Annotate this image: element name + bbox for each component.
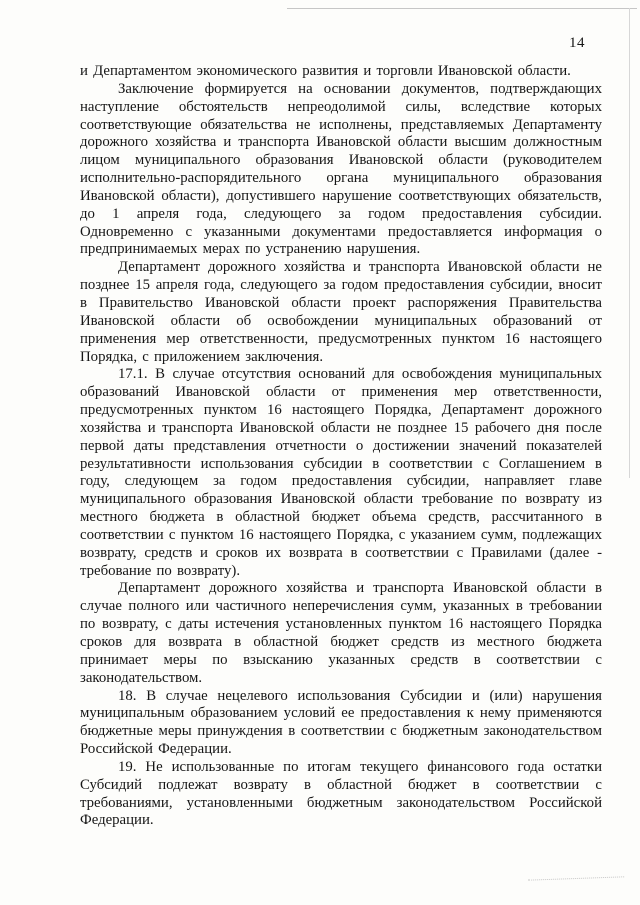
paragraph-clause-19: 19. Не использованные по итогам текущего финансового года остатки Субсидий подлежат возврату в областной бюджет в соответствии с требованиями, установленными бюджетным законодательством Российской Федерации. [80,758,602,829]
paragraph-department-draft-order: Департамент дорожного хозяйства и транспорта Ивановской области не позднее 15 апреля года, следующего за годом предоставления субсидии, вносит в Правительство Ивановской области проект распоряжения Правительства Ивановской области об освобождении муниципальных образований от применения мер ответственности, предусмотренных пунктом 16 настоящего Порядка, с приложением заключения. [80,259,602,365]
page-number: 14 [569,35,585,51]
scan-artifact-bottom-dots [528,866,624,880]
document-text-block [80,63,602,830]
paragraph-clause-17-1: 17.1. В случае отсутствия оснований для освобождения муниципальных образований Ивановской области от применения мер ответственности, предусмотренных пунктом 16 настоящего Порядка, Департамент дорожного хозяйства и транспорта Ивановской области не позднее 15 рабочего дня после первой даты представления отчетности о достижении значений показателей результативности использования субсидии в соответствии с Соглашением в году, следующем за годом предоставления субсидии, направляет главе муниципального образования Ивановской области требование по возврату из местного бюджета в областной бюджет объема средств, рассчитанного в соответствии с пунктом 16 настоящего Порядка, с указанием сумм, подлежащих возврату, средств и сроков их возврата в соответствии с Правилами (далее - требование по возврату). [80,366,602,579]
scan-artifact-right-line [629,8,630,478]
scan-artifact-top-line [287,8,637,9]
paragraph-continuation: и Департаментом экономического развития и торговли Ивановской области. [80,63,571,79]
paragraph-clause-18: 18. В случае нецелевого использования Субсидии и (или) нарушения муниципальным образованием условий ее предоставления к нему применяются бюджетные меры принуждения в соответствии с бюджетным законодательством Российской Федерации. [80,687,602,758]
paragraph-conclusion-formation: Заключение формируется на основании документов, подтверждающих наступление обстоятельств непреодолимой силы, вследствие которых соответствующие обязательства не исполнены, представляемых Департаменту дорожного хозяйства и транспорта Ивановской области высшим должностным лицом муниципального образования Ивановской области (руководителем исполнительно-распорядительного органа муниципального образования Ивановской области), допустившего нарушение соответствующих обязательств, до 1 апреля года, следующего за годом предоставления субсидии. Одновременно с указанными документами предоставляется информация о предпринимаемых мерах по устранению нарушения. [80,80,602,258]
paragraph-recovery-measures: Департамент дорожного хозяйства и транспорта Ивановской области в случае полного или частичного неперечисления сумм, указанных в требовании по возврату, с даты истечения установленных пунктом 16 настоящего Порядка сроков для возврата в областной бюджет средств из местного бюджета принимает меры по взысканию указанных средств в соответствии с законодательством. [80,580,602,686]
